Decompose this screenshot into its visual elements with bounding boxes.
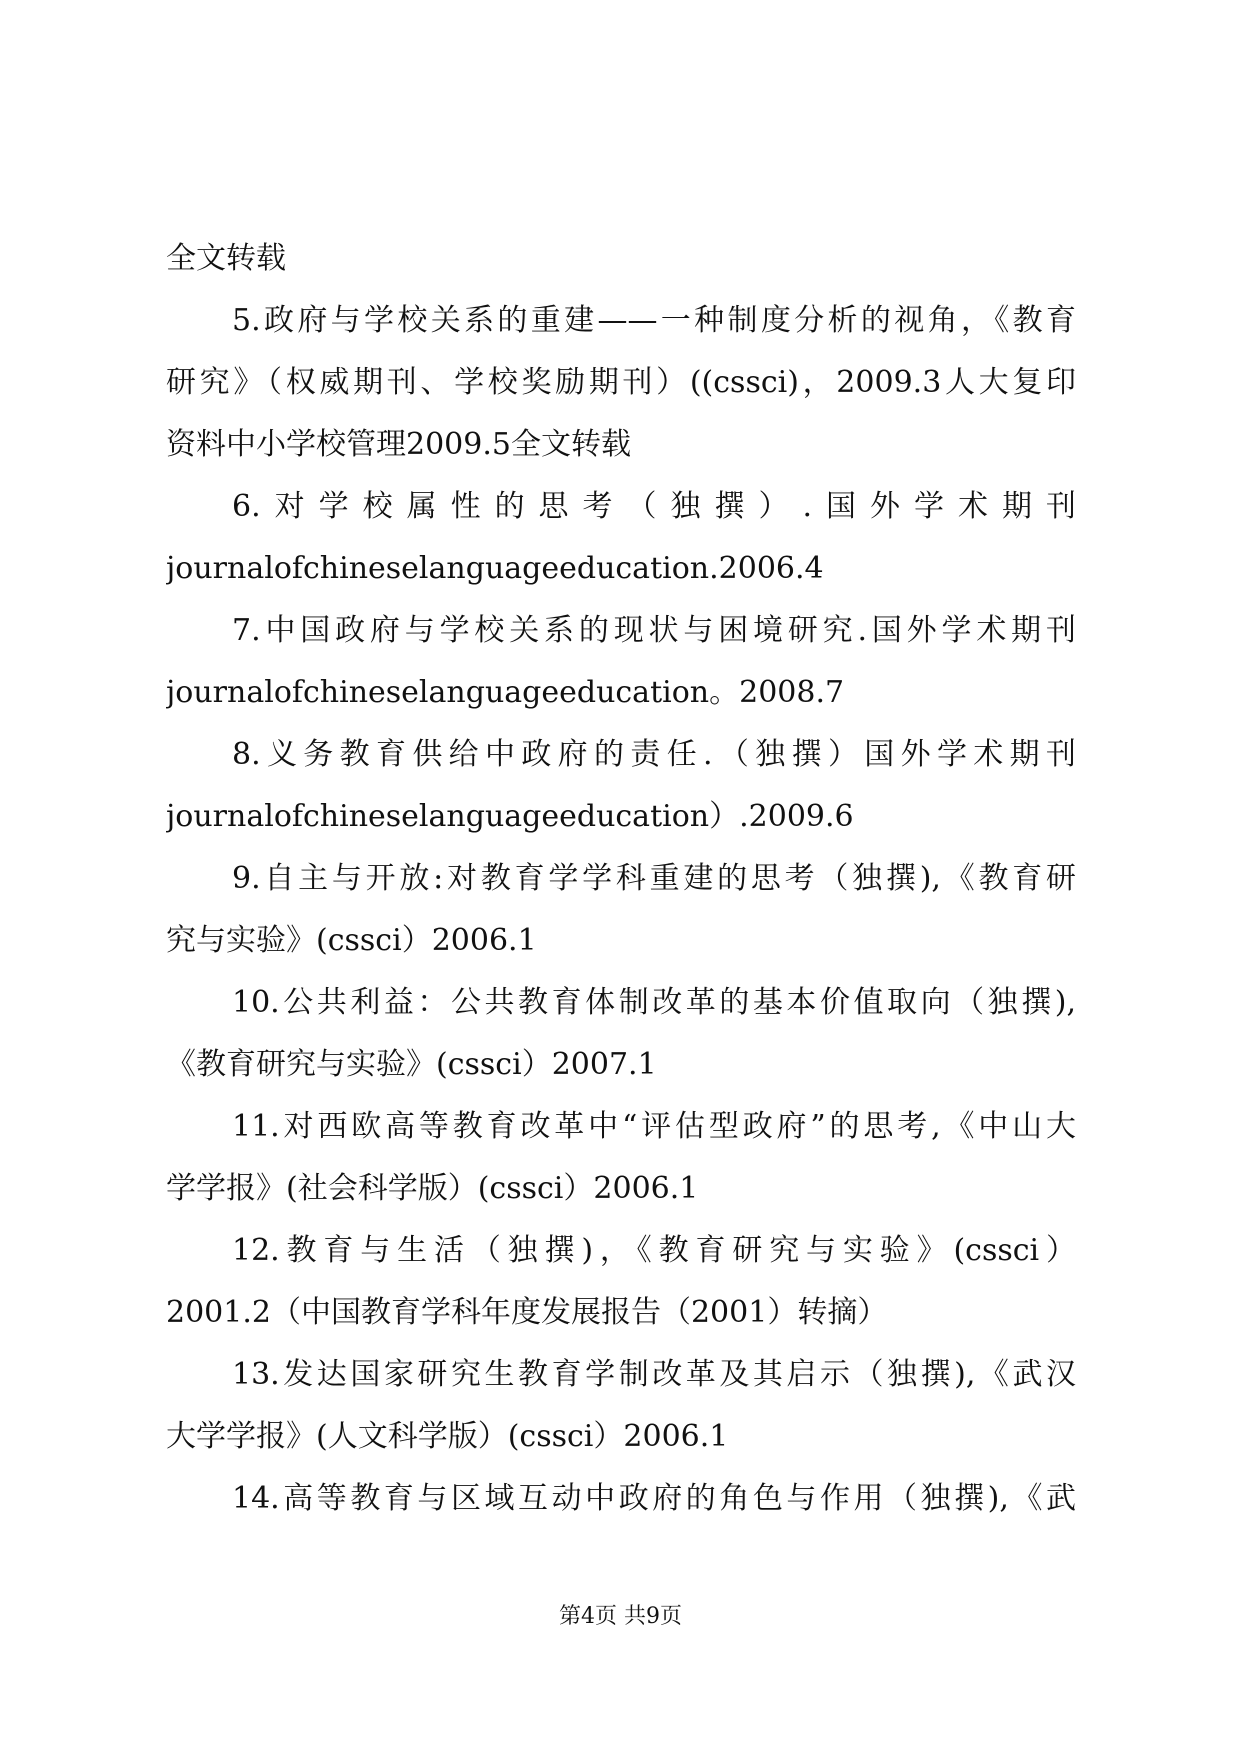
text-line: 13.发达国家研究生教育学制改革及其启示（独撰),《武汉 [232,1357,1076,1392]
text-line: 6.对学校属性的思考（独撰）.国外学术期刊 [232,489,1076,524]
text-line: 大学学报》(人文科学版）(cssci）2006.1 [166,1419,729,1454]
text-line: journalofchineselanguageeducation。2008.7 [166,675,845,710]
text-line: 《教育研究与实验》(cssci）2007.1 [166,1047,657,1082]
text-line: 学学报》(社会科学版）(cssci）2006.1 [166,1171,699,1206]
text-line: 全文转载 [166,241,286,276]
text-line: 8.义务教育供给中政府的责任.（独撰）国外学术期刊 [232,737,1076,772]
text-line: 资料中小学校管理2009.5全文转载 [166,427,631,462]
text-line: 12.教育与生活（独撰)，《教育研究与实验》(cssci） [232,1233,1076,1268]
text-line: 14.高等教育与区域互动中政府的角色与作用（独撰),《武 [232,1481,1076,1516]
text-line: 研究》（权威期刊、学校奖励期刊）((cssci)，2009.3人大复印 [166,365,1076,400]
page-number-footer: 第4页 共9页 [559,1604,682,1629]
text-line: 2001.2（中国教育学科年度发展报告（2001）转摘） [166,1295,888,1330]
text-line: journalofchineselanguageeducation）.2009.6 [166,799,854,834]
text-line: 究与实验》(cssci）2006.1 [166,923,537,958]
text-line: 5.政府与学校关系的重建——一种制度分析的视角，《教育 [232,303,1076,338]
text-line: 7.中国政府与学校关系的现状与困境研究.国外学术期刊 [232,613,1076,648]
text-line: 11.对西欧高等教育改革中“评估型政府”的思考,《中山大 [232,1109,1076,1144]
document-body [166,228,1076,1530]
text-line: 9.自主与开放:对教育学学科重建的思考（独撰),《教育研 [232,861,1076,896]
text-line: 10.公共利益：公共教育体制改革的基本价值取向（独撰), [232,985,1076,1020]
text-line: journalofchineselanguageeducation.2006.4 [166,551,824,586]
